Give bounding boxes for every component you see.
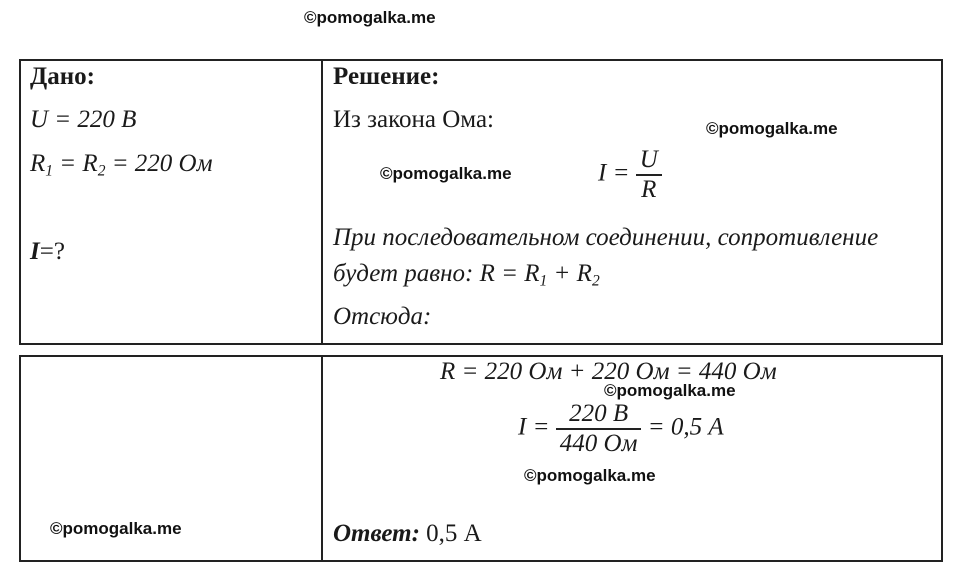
find-current: I=? [30,238,65,265]
ohm-fraction: $\frac{U}{R}$ [636,146,662,204]
current-fraction: $\frac{220 В}{440 Ом}$ [556,400,642,458]
watermark-table2-a: ©pomogalka.me [604,381,736,400]
given-resistances: $R_1 = R_2 = 220$ Ом [30,150,213,180]
ohm-law-formula: I = $\frac{U}{R}$ [598,146,662,204]
given-voltage: U = 220 В [30,106,137,133]
given-header: Дано: [30,63,95,90]
watermark-table2-c: ©pomogalka.me [50,519,182,538]
watermark-top: ©pomogalka.me [304,8,436,27]
answer-line: Ответ: 0,5 А [333,520,482,547]
series-text-line1: При последовательном соединении, сопротивление [333,224,879,251]
hence-label: Отсюда: [333,303,432,330]
series-text-line2: будет равно: $R = R_1 + R_2$ [333,260,600,290]
resistance-calculation: R = 220 Ом + 220 Ом = 440 Ом [440,358,777,385]
given-solution-table [19,59,943,345]
ohm-law-intro: Из закона Ома: [333,106,494,133]
watermark-right: ©pomogalka.me [706,119,838,138]
table1-divider [321,61,323,343]
watermark-mid: ©pomogalka.me [380,164,512,183]
table2-divider [321,357,323,560]
watermark-table2-b: ©pomogalka.me [524,466,656,485]
current-calculation: I = $\frac{220 В}{440 Ом}$ = 0,5 А [518,400,724,457]
solution-header: Решение: [333,63,440,90]
